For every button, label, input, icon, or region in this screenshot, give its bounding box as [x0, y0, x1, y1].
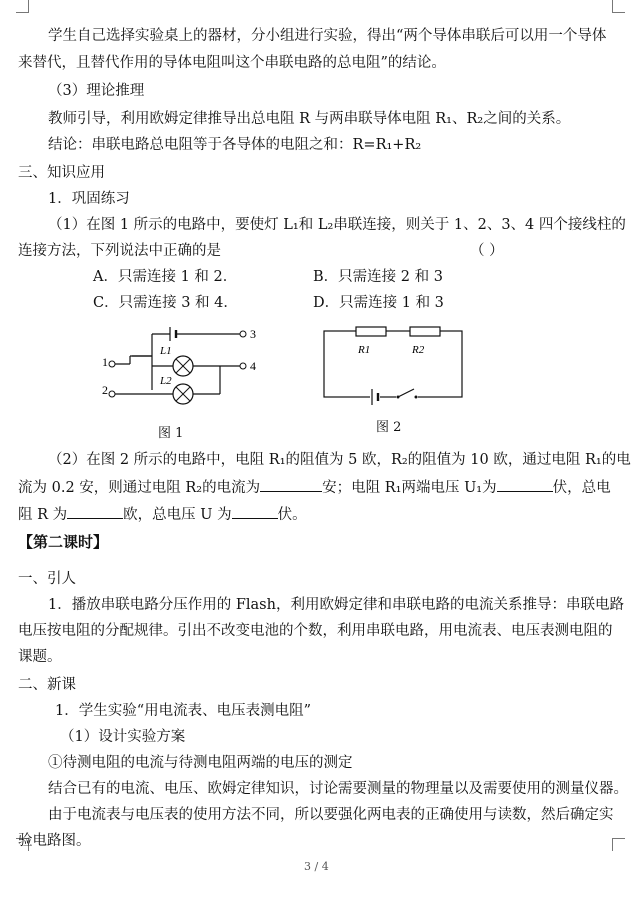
measure-item: ①待测电阻的电流与待测电阻两端的电压的测定 [48, 755, 353, 771]
question-1-line-1: （1）在图 1 所示的电路中，要使灯 L₁和 L₂串联连接，则关于 1、2、3、4 四个接线柱的 [48, 217, 626, 233]
lamp-l2-label: L2 [160, 375, 172, 387]
terminal-1-label: 1 [102, 355, 108, 369]
q2-text-d: 阻 R 为 [18, 507, 68, 523]
terminal-2-label: 2 [102, 383, 108, 397]
section-heading-new-lesson: 二、新课 [18, 677, 76, 693]
subheading-practice: 1．巩固练习 [48, 191, 130, 207]
terminal-4 [240, 363, 246, 369]
answer-blank-i2[interactable] [260, 477, 322, 492]
q2-text-e: 欧，总电压 U 为 [123, 507, 232, 523]
meters-line-2: 验电路图。 [18, 833, 91, 849]
resistor-r1-label: R1 [358, 344, 371, 356]
intro-line-1: 1．播放串联电路分压作用的 Flash，利用欧姆定律和串联电路的电流关系推导：串联电路 [48, 597, 624, 613]
crop-mark-top-left [16, 0, 29, 13]
option-a: A．只需连接 1 和 2． [93, 269, 238, 285]
meters-line-1: 由于电流表与电压表的使用方法不同，所以要强化两电表的正确使用与读数，然后确定实 [48, 807, 614, 823]
crop-mark-top-right [612, 0, 625, 13]
intro-line-2: 电压按电阻的分配规律。引出不改变电池的个数，利用串联电路，用电流表、电压表测电阻的 [18, 623, 613, 639]
discussion-line: 结合已有的电流、电压、欧姆定律知识，讨论需要测量的物理量以及需要使用的测量仪器。 [48, 781, 628, 797]
figure-1-caption: 图 1 [158, 426, 184, 441]
q2-text-a: 流为 0.2 安，则通过电阻 R₂的电流为 [18, 480, 261, 496]
option-b: B．只需连接 2 和 3 [313, 269, 443, 285]
lamp-l1-label: L1 [160, 345, 172, 357]
question-1-line-2: 连接方法，下列说法中正确的是 [18, 243, 221, 259]
intro-line-3: 课题。 [18, 649, 62, 665]
terminal-4-label: 4 [250, 359, 256, 373]
answer-blank-u1[interactable] [497, 477, 553, 492]
q2-text-c: 伏，总电 [552, 480, 611, 496]
question-2-line-3 [18, 504, 307, 525]
resistor-r2-label: R2 [412, 344, 425, 356]
figure-1-circuit [100, 322, 270, 412]
crop-mark-bottom-right [612, 838, 625, 851]
terminal-1 [109, 361, 115, 367]
design-heading: （1）设计实验方案 [60, 729, 186, 745]
terminal-2 [109, 391, 115, 397]
terminal-3-label: 3 [250, 327, 256, 341]
q2-text-b: 安；电阻 R₁两端电压 U₁为 [322, 480, 497, 496]
figure-2-circuit [320, 325, 470, 405]
figure-2-caption: 图 2 [376, 420, 402, 435]
subheading-theory: （3）理论推理 [48, 83, 145, 99]
answer-blank-r[interactable] [67, 504, 123, 519]
resistor-r2 [410, 327, 440, 336]
terminal-3 [240, 331, 246, 337]
option-c: C．只需连接 3 和 4． [93, 295, 238, 311]
text-line-teacher: 教师引导，利用欧姆定律推导出总电阻 R 与两串联导体电阻 R₁、R₂之间的关系。 [48, 111, 571, 127]
lesson-two-heading: 【第二课时】 [18, 533, 109, 551]
q2-text-f: 伏。 [277, 507, 307, 523]
answer-blank-u[interactable] [232, 504, 278, 519]
section-heading-application: 三、知识应用 [18, 165, 105, 181]
option-d: D．只需连接 1 和 3 [313, 295, 444, 311]
question-2-line-1: （2）在图 2 所示的电路中，电阻 R₁的阻值为 5 欧，R₂的阻值为 10 欧，通过电阻 R₁的电 [48, 452, 631, 468]
question-2-line-2 [18, 477, 611, 498]
resistor-r1 [356, 327, 386, 336]
text-line-1: 学生自己选择实验桌上的器材，分小组进行实验，得出“两个导体串联后可以用一个导体 [48, 28, 607, 44]
page-number: 3 / 4 [304, 860, 329, 873]
text-line-2: 来替代，且替代作用的导体电阻叫这个串联电路的总电阻”的结论。 [18, 55, 446, 71]
section-heading-intro: 一、引人 [18, 571, 76, 587]
answer-bracket: （ ） [470, 243, 504, 259]
text-line-conclusion: 结论：串联电路总电阻等于各导体的电阻之和：R=R₁+R₂ [48, 137, 422, 153]
experiment-heading: 1．学生实验“用电流表、电压表测电阻” [55, 703, 312, 719]
